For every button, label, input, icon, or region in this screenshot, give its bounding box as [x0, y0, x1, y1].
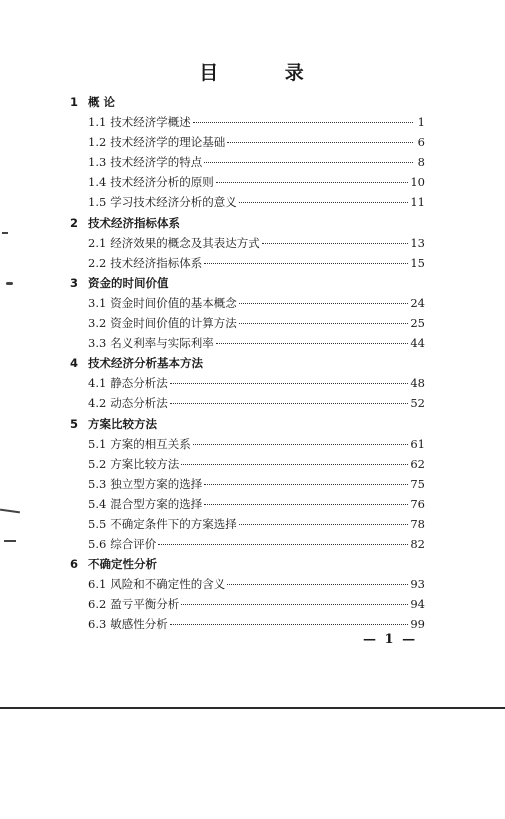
section-title: 经济效果的概念及其表达方式 — [110, 235, 260, 250]
toc-entry — [70, 253, 425, 273]
section-title: 学习技术经济分析的意义 — [110, 195, 237, 210]
toc-entry — [70, 373, 425, 393]
toc-entry — [70, 293, 425, 313]
page-ref: 62 — [410, 456, 425, 471]
scan-mark — [2, 232, 8, 234]
page-ref: 93 — [410, 577, 425, 592]
page-ref: 8 — [417, 155, 425, 170]
toc-entry — [70, 474, 425, 494]
section-title: 技术经济学的特点 — [110, 155, 203, 170]
toc-entry — [70, 574, 425, 594]
section-title: 综合评价 — [110, 537, 157, 552]
section-title: 动态分析法 — [110, 396, 168, 411]
dot-leader — [204, 504, 408, 505]
page-ref: 94 — [410, 597, 425, 612]
chapter-number: 1 — [70, 95, 79, 109]
toc-entry — [70, 594, 425, 614]
chapter-number: 5 — [70, 416, 79, 431]
section-title: 方案比较方法 — [110, 456, 180, 471]
toc-entry — [70, 534, 425, 554]
toc-entry — [70, 434, 425, 454]
section-number: 1.1 — [88, 115, 107, 130]
page-title: 目 录 — [199, 62, 334, 84]
page-ref: 75 — [410, 476, 425, 491]
section-title: 风险和不确定性的含义 — [110, 577, 226, 592]
section-number: 4.1 — [88, 376, 107, 391]
toc-entry — [70, 454, 425, 474]
page-ref: 61 — [410, 436, 425, 451]
dot-leader — [193, 122, 413, 123]
page-ref: 15 — [410, 255, 425, 270]
page-ref: 76 — [410, 496, 425, 511]
page-ref: 52 — [410, 396, 425, 411]
toc-entry — [70, 112, 425, 132]
scan-mark — [4, 540, 16, 542]
page-ref: 99 — [410, 617, 425, 632]
dot-leader — [204, 263, 408, 264]
page-ref: 10 — [410, 175, 425, 190]
section-title: 技术经济学概述 — [110, 115, 191, 130]
page-ref: 25 — [410, 316, 425, 331]
section-number: 3.3 — [88, 336, 107, 351]
chapter-title: 不确定性分析 — [88, 557, 157, 572]
page-ref: 24 — [410, 295, 425, 310]
section-title: 静态分析法 — [110, 376, 168, 391]
toc-entry — [70, 152, 425, 172]
section-title: 混合型方案的选择 — [110, 496, 203, 511]
dot-leader — [181, 464, 408, 465]
chapter-number: 2 — [70, 215, 79, 230]
toc-entry — [70, 172, 425, 192]
section-number: 3.1 — [88, 295, 107, 310]
section-title: 盈亏平衡分析 — [110, 597, 180, 612]
page-ref: 82 — [410, 537, 425, 552]
section-title: 资金时间价值的计算方法 — [110, 316, 237, 331]
chapter-title: 概 论 — [88, 95, 116, 109]
section-number: 5.3 — [88, 476, 107, 491]
dot-leader — [227, 584, 408, 585]
section-title: 方案的相互关系 — [110, 436, 191, 451]
toc-entry — [70, 393, 425, 413]
chapter-number: 6 — [70, 557, 79, 572]
chapter-number: 3 — [70, 275, 79, 290]
chapter-heading — [70, 92, 425, 112]
chapter-title: 技术经济指标体系 — [88, 215, 180, 230]
section-number: 4.2 — [88, 396, 107, 411]
section-number: 1.2 — [88, 135, 107, 150]
page-ref: 13 — [410, 235, 425, 250]
section-number: 5.5 — [88, 516, 107, 531]
toc-entry — [70, 494, 425, 514]
page-ref: 78 — [410, 516, 425, 531]
section-number: 3.2 — [88, 316, 107, 331]
dot-leader — [158, 544, 408, 545]
dot-leader — [170, 383, 409, 384]
chapter-title: 资金的时间价值 — [88, 275, 169, 290]
section-number: 2.2 — [88, 255, 107, 270]
section-title: 资金时间价值的基本概念 — [110, 295, 237, 310]
section-number: 1.4 — [88, 175, 107, 190]
chapter-heading — [70, 353, 425, 373]
section-title: 技术经济学的理论基础 — [110, 135, 226, 150]
chapter-heading — [70, 273, 425, 293]
dot-leader — [181, 604, 408, 605]
chapter-number: 4 — [70, 356, 79, 371]
section-number: 2.1 — [88, 235, 107, 250]
section-number: 5.4 — [88, 496, 107, 511]
scan-mark — [6, 282, 13, 285]
dot-leader — [239, 303, 409, 304]
toc-entry — [70, 313, 425, 333]
dot-leader — [216, 343, 409, 344]
dot-leader — [170, 403, 409, 404]
section-number: 1.5 — [88, 195, 107, 210]
dot-leader — [204, 484, 408, 485]
section-title: 敏感性分析 — [110, 617, 168, 632]
page-ref: 1 — [417, 115, 425, 130]
page-ref: 44 — [410, 336, 425, 351]
toc-entry — [70, 233, 425, 253]
dot-leader — [170, 624, 409, 625]
scan-mark — [0, 509, 20, 514]
page-bottom-rule — [0, 707, 505, 709]
page-ref: 6 — [417, 135, 425, 150]
section-title: 技术经济指标体系 — [110, 255, 203, 270]
dot-leader — [193, 444, 409, 445]
toc-entry — [70, 132, 425, 152]
dot-leader — [227, 142, 413, 143]
page-ref: 48 — [410, 376, 425, 391]
dot-leader — [239, 323, 409, 324]
toc-entry — [70, 333, 425, 353]
dot-leader — [239, 524, 409, 525]
toc-entry — [70, 192, 425, 212]
section-title: 不确定条件下的方案选择 — [110, 516, 237, 531]
section-number: 5.6 — [88, 537, 107, 552]
section-number: 6.3 — [88, 617, 107, 632]
chapter-title: 技术经济分析基本方法 — [88, 356, 203, 371]
page-ref: 11 — [410, 195, 425, 210]
section-title: 技术经济分析的原则 — [110, 175, 214, 190]
page-number: — 1 — — [363, 632, 418, 647]
toc-entry — [70, 514, 425, 534]
section-number: 5.1 — [88, 436, 107, 451]
section-number: 6.1 — [88, 577, 107, 592]
dot-leader — [216, 182, 409, 183]
dot-leader — [262, 243, 409, 244]
dot-leader — [204, 162, 413, 163]
section-title: 独立型方案的选择 — [110, 476, 203, 491]
chapter-title: 方案比较方法 — [88, 416, 157, 431]
section-title: 名义利率与实际利率 — [110, 336, 214, 351]
section-number: 6.2 — [88, 597, 107, 612]
section-number: 5.2 — [88, 456, 107, 471]
dot-leader — [239, 202, 409, 203]
section-number: 1.3 — [88, 155, 107, 170]
chapter-heading — [70, 213, 425, 233]
chapter-heading — [70, 554, 425, 574]
table-of-contents — [70, 92, 425, 635]
chapter-heading — [70, 414, 425, 434]
